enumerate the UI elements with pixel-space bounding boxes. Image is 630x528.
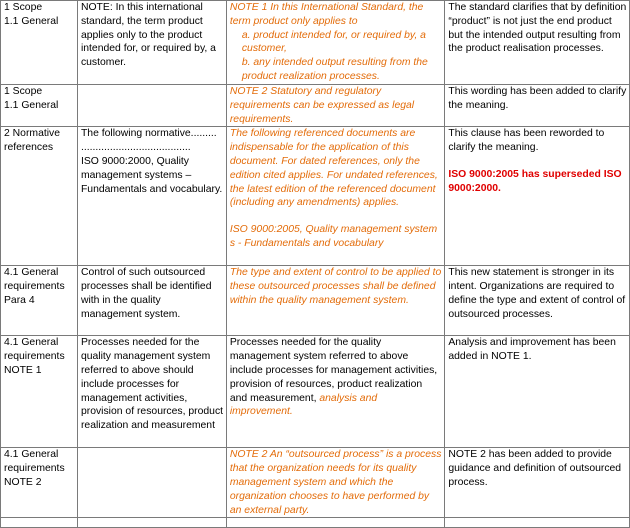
clause-cell: 4.1 General requirements NOTE 1 — [1, 336, 78, 448]
new-text-cell: NOTE 2 An “outsourced process” is a process that the organization needs for its quality management system and which the organization chooses to have performed by an external party. — [226, 448, 445, 518]
clause-cell — [1, 518, 78, 528]
new-text-cell: Processes needed for the quality management system referred to above include processes for management activities, provision of resources, product realization and measurement, analysis and improvement. — [226, 336, 445, 448]
table-row — [1, 85, 630, 127]
new-text-cell: NOTE 2 Statutory and regulatory requirements can be expressed as legal requirements. — [226, 85, 445, 127]
old-text-cell: NOTE: In this international standard, the term product applies only to the product intended for, or required by, a customer. — [77, 1, 226, 85]
new-text-cell — [226, 518, 445, 528]
old-text-cell: Processes needed for the quality management system referred to above should include processes for management activities, provision of resources, product realization and measurement — [77, 336, 226, 448]
old-text-cell — [77, 85, 226, 127]
clause-cell: 2 Normative references — [1, 127, 78, 266]
old-text-cell: The following normative......... ...................................... ISO 9000:2000, Quality management systems – Fundamentals and vocabulary. — [77, 127, 226, 266]
table-row — [1, 336, 630, 448]
comment-cell: NOTE 2 has been added to provide guidance and definition of outsourced process. — [445, 448, 630, 518]
new-text-cell: NOTE 1 In this International Standard, the term product only applies to a. product intended for, or required by, a customer, b. any intended output resulting from the product realization processes. — [226, 1, 445, 85]
comment-cell: Analysis and improvement has been added in NOTE 1. — [445, 336, 630, 448]
clause-cell: 1 Scope 1.1 General — [1, 1, 78, 85]
comment-cell — [445, 518, 630, 528]
clause-cell: 4.1 General requirements NOTE 2 — [1, 448, 78, 518]
comment-cell: This wording has been added to clarify the meaning. — [445, 85, 630, 127]
old-text-cell — [77, 448, 226, 518]
new-text-cell: The type and extent of control to be applied to these outsourced processes shall be defined within the quality management system. — [226, 266, 445, 336]
table-row — [1, 127, 630, 266]
new-text-cell: The following referenced documents are indispensable for the application of this document. For dated references, only the edition cited applies. For undated references, the latest edition of the referenced document (including any amendments) applies. ISO 9000:2005, Quality management system s - Fundamentals and vocabulary — [226, 127, 445, 266]
comment-cell: The standard clarifies that by definition “product” is not just the end product but the intended output resulting from the product realisation processes. — [445, 1, 630, 85]
table-row — [1, 1, 630, 85]
comment-cell: This clause has been reworded to clarify the meaning. ISO 9000:2005 has superseded ISO 9000:2000. — [445, 127, 630, 266]
clause-cell: 1 Scope 1.1 General — [1, 85, 78, 127]
old-text-cell: Control of such outsourced processes shall be identified with in the quality management system. — [77, 266, 226, 336]
comment-cell: This new statement is stronger in its intent. Organizations are required to define the type and extent of control of outsourced processes. — [445, 266, 630, 336]
clause-cell: 4.1 General requirements Para 4 — [1, 266, 78, 336]
table-row — [1, 266, 630, 336]
table-row — [1, 448, 630, 518]
superseded-alert: ISO 9000:2005 has superseded ISO 9000:2000. — [448, 168, 622, 194]
old-text-cell — [77, 518, 226, 528]
table-row — [1, 518, 630, 528]
added-text: analysis and improvement. — [229, 392, 378, 418]
